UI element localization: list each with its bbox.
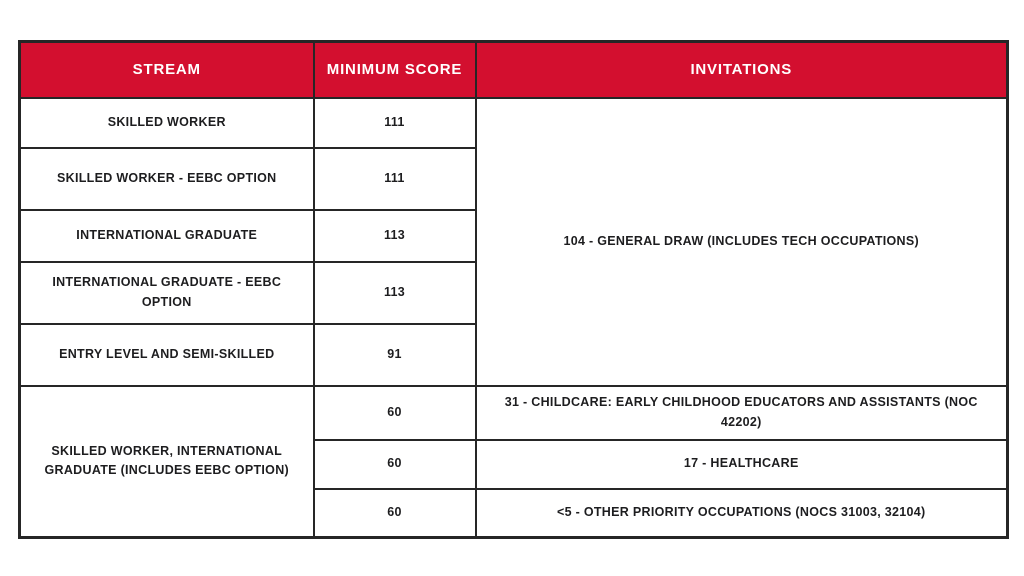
pnp-draw-results-table [18, 40, 1009, 539]
score-cell: 111 [314, 148, 476, 210]
score-cell: 60 [314, 489, 476, 538]
column-header-invitations: INVITATIONS [476, 42, 1008, 98]
invitation-cell: 17 - HEALTHCARE [476, 440, 1008, 489]
score-cell: 91 [314, 324, 476, 386]
stream-cell: SKILLED WORKER [20, 98, 314, 148]
stream-cell: INTERNATIONAL GRADUATE [20, 210, 314, 262]
score-cell: 60 [314, 386, 476, 440]
invitation-cell: 31 - CHILDCARE: EARLY CHILDHOOD EDUCATORS AND ASSISTANTS (NOC 42202) [476, 386, 1008, 440]
stream-cell: ENTRY LEVEL AND SEMI-SKILLED [20, 324, 314, 386]
table-header-row [20, 42, 1008, 98]
invitation-cell-general-draw: 104 - GENERAL DRAW (INCLUDES TECH OCCUPATIONS) [476, 98, 1008, 386]
stream-cell-targeted-group: SKILLED WORKER, INTERNATIONAL GRADUATE (INCLUDES EEBC OPTION) [20, 386, 314, 538]
score-cell: 60 [314, 440, 476, 489]
score-cell: 111 [314, 98, 476, 148]
column-header-stream: STREAM [20, 42, 314, 98]
stream-cell: INTERNATIONAL GRADUATE - EEBC OPTION [20, 262, 314, 324]
stream-cell: SKILLED WORKER - EEBC OPTION [20, 148, 314, 210]
column-header-minimum-score: MINIMUM SCORE [314, 42, 476, 98]
table-row [20, 98, 1008, 148]
score-cell: 113 [314, 262, 476, 324]
invitation-cell: <5 - OTHER PRIORITY OCCUPATIONS (NOCS 31003, 32104) [476, 489, 1008, 538]
table-row [20, 386, 1008, 440]
score-cell: 113 [314, 210, 476, 262]
